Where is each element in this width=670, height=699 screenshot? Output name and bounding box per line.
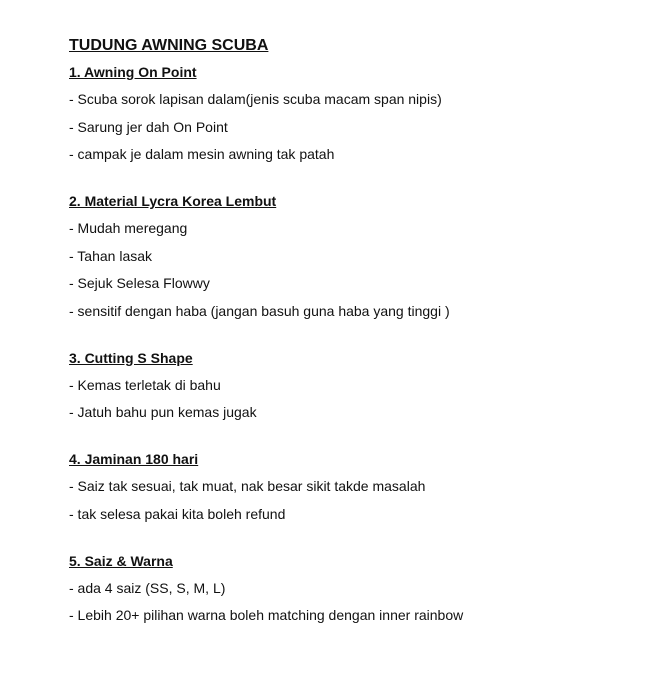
section-heading: 5. Saiz & Warna xyxy=(69,552,173,569)
list-item: - Tahan lasak xyxy=(69,247,153,264)
section-jaminan xyxy=(69,449,649,524)
list-item: - Scuba sorok lapisan dalam(jenis scuba macam span nipis) xyxy=(69,91,442,107)
document-title: TUDUNG AWNING SCUBA xyxy=(69,37,269,54)
section-awning-on-point xyxy=(69,62,649,164)
list-item: - Kemas terletak di bahu xyxy=(69,376,221,393)
list-item: - Lebih 20+ pilihan warna boleh matching dengan inner rainbow xyxy=(69,607,464,623)
list-item: - ada 4 saiz (SS, S, M, L) xyxy=(69,579,226,596)
section-material xyxy=(69,191,649,321)
section-heading: 3. Cutting S Shape xyxy=(69,349,193,366)
document xyxy=(69,36,649,652)
section-cutting xyxy=(69,348,649,423)
section-heading: 4. Jaminan 180 hari xyxy=(69,451,199,467)
section-heading: 1. Awning On Point xyxy=(69,64,197,80)
list-item: - Jatuh bahu pun kemas jugak xyxy=(69,404,257,420)
list-item: - tak selesa pakai kita boleh refund xyxy=(69,505,286,522)
section-heading: 2. Material Lycra Korea Lembut xyxy=(69,193,277,209)
list-item: - Sejuk Selesa Flowwy xyxy=(69,275,210,291)
list-item: - Sarung jer dah On Point xyxy=(69,118,228,135)
list-item: - sensitif dengan haba (jangan basuh guna haba yang tinggi ) xyxy=(69,302,450,319)
list-item: - Saiz tak sesuai, tak muat, nak besar sikit takde masalah xyxy=(69,478,426,494)
list-item: - campak je dalam mesin awning tak patah xyxy=(69,146,335,162)
list-item: - Mudah meregang xyxy=(69,220,188,236)
section-saiz-warna xyxy=(69,551,649,626)
